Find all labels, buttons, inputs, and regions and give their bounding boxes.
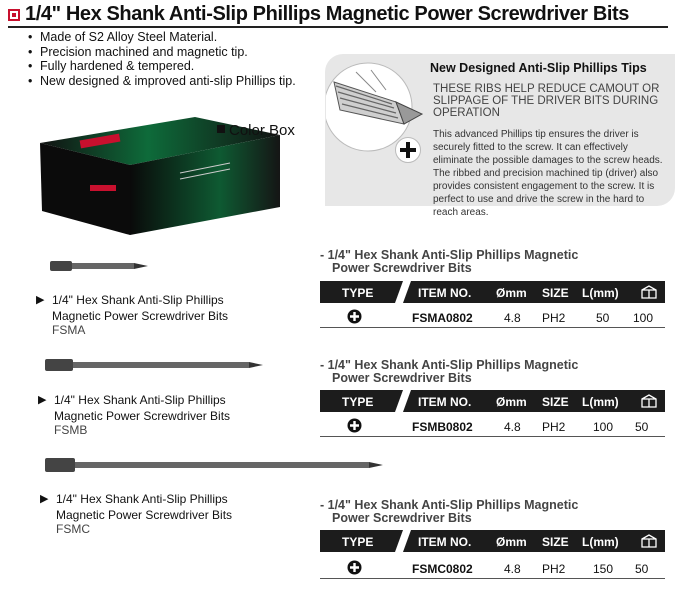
item-number: FSMA0802 <box>412 311 473 325</box>
col-size: SIZE <box>542 535 569 549</box>
spec-title: - 1/4" Hex Shank Anti-Slip Phillips Magnetic Power Screwdriver Bits <box>320 498 579 525</box>
col-type: TYPE <box>342 535 374 549</box>
feature-item: • Made of S2 Alloy Steel Material. <box>26 30 296 45</box>
spec-table-header <box>320 390 665 412</box>
phillips-type-icon <box>347 309 362 324</box>
feature-item: • Precision machined and magnetic tip. <box>26 45 296 60</box>
package-qty-icon <box>640 533 658 549</box>
col-length: L(mm) <box>582 395 619 409</box>
panel-title: New Designed Anti-Slip Phillips Tips <box>430 61 647 75</box>
feature-item: • Fully hardened & tempered. <box>26 59 296 74</box>
feature-list <box>26 30 296 88</box>
spec-table-row <box>320 306 665 328</box>
page-title: 1/4" Hex Shank Anti-Slip Phillips Magnetic Power Screwdriver Bits <box>25 3 630 25</box>
col-length: L(mm) <box>582 535 619 549</box>
col-item-no: ITEM NO. <box>418 535 472 549</box>
col-item-no: ITEM NO. <box>418 286 472 300</box>
spec-table-row <box>320 415 665 437</box>
product-arrow-icon: ▶ <box>38 394 47 406</box>
qty-value: 100 <box>633 311 654 325</box>
screwdriver-bit-fsmb-image <box>45 356 265 374</box>
spec-title: - 1/4" Hex Shank Anti-Slip Phillips Magnetic Power Screwdriver Bits <box>320 248 579 275</box>
phillips-type-icon <box>347 560 362 575</box>
screwdriver-bit-fsmc-image <box>45 455 385 475</box>
title-bullet-icon <box>8 9 20 21</box>
col-size: SIZE <box>542 286 569 300</box>
col-diameter: Ømm <box>496 395 527 409</box>
item-number: FSMC0802 <box>412 562 473 576</box>
feature-item: • New designed & improved anti-slip Phillips tip. <box>26 74 296 89</box>
diameter-value: 4.8 <box>504 420 521 434</box>
title-divider <box>8 26 668 28</box>
product-name: 1/4" Hex Shank Anti-Slip Phillips Magnetic Power Screwdriver Bits <box>52 293 229 323</box>
col-type: TYPE <box>342 395 374 409</box>
col-length: L(mm) <box>582 286 619 300</box>
col-item-no: ITEM NO. <box>418 395 472 409</box>
phillips-type-icon <box>347 418 362 433</box>
diameter-value: 4.8 <box>504 311 521 325</box>
panel-subtitle: THESE RIBS HELP REDUCE CAMOUT OR SLIPPAGE OF THE DRIVER BITS DURING OPERATION <box>433 83 660 119</box>
product-arrow-icon: ▶ <box>36 294 45 306</box>
item-number: FSMB0802 <box>412 420 473 434</box>
spec-title: - 1/4" Hex Shank Anti-Slip Phillips Magnetic Power Screwdriver Bits <box>320 358 579 385</box>
product-code: FSMA <box>52 323 86 337</box>
spec-table-header <box>320 530 665 552</box>
col-type: TYPE <box>342 286 374 300</box>
diameter-value: 4.8 <box>504 562 521 576</box>
size-value: PH2 <box>542 420 566 434</box>
qty-value: 50 <box>635 420 649 434</box>
package-qty-icon <box>640 284 658 300</box>
package-qty-icon <box>640 393 658 409</box>
color-box-label: Color Box <box>217 122 295 139</box>
product-name: 1/4" Hex Shank Anti-Slip Phillips Magnetic Power Screwdriver Bits <box>54 393 231 423</box>
col-diameter: Ømm <box>496 535 527 549</box>
product-arrow-icon: ▶ <box>40 493 49 505</box>
col-diameter: Ømm <box>496 286 527 300</box>
length-value: 50 <box>596 311 610 325</box>
col-size: SIZE <box>542 395 569 409</box>
size-value: PH2 <box>542 562 566 576</box>
product-name: 1/4" Hex Shank Anti-Slip Phillips Magnetic Power Screwdriver Bits <box>56 492 233 522</box>
length-value: 150 <box>593 562 614 576</box>
spec-table-row <box>320 557 665 579</box>
qty-value: 50 <box>635 562 649 576</box>
panel-description: This advanced Phillips tip ensures the driver is securely fitted to the screw. It can effectively eliminate the possible damages to the screw heads. The ribbed and precision machined tip (driver) also provides consistent engagement to the screw. It is perfect to use and drive the screw in the hard to reach areas. <box>433 129 663 218</box>
length-value: 100 <box>593 420 614 434</box>
size-value: PH2 <box>542 311 566 325</box>
product-code: FSMC <box>56 522 90 536</box>
screwdriver-bit-fsma-image <box>50 258 150 274</box>
product-code: FSMB <box>54 423 88 437</box>
spec-table-header <box>320 281 665 303</box>
phillips-plus-icon <box>395 137 421 163</box>
